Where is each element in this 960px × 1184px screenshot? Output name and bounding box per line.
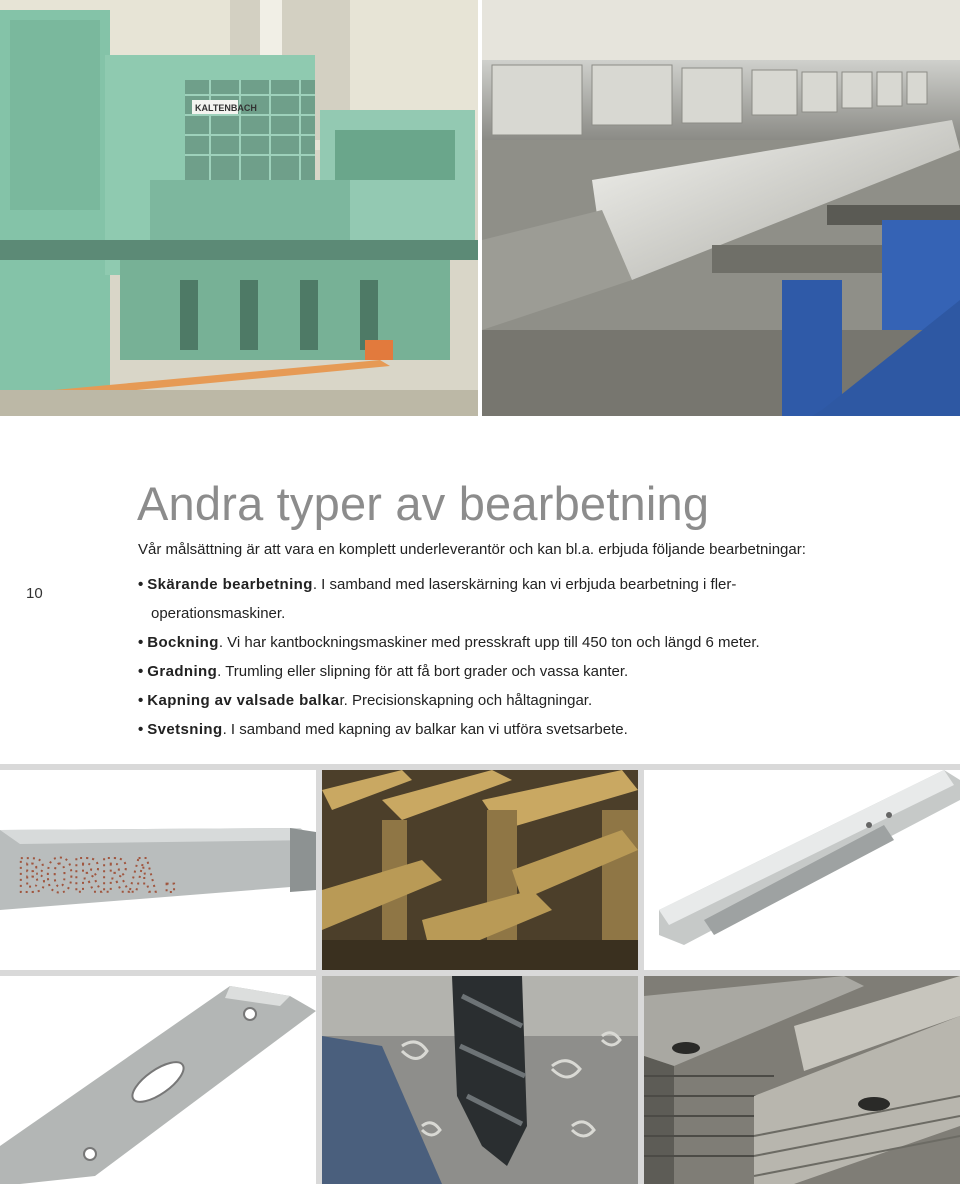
- list-item: • Bockning. Vi har kantbockningsmaskiner med presskraft upp till 450 ton och längd 6 meter.: [138, 634, 760, 651]
- bent-profile-photo: [644, 770, 960, 970]
- intro-text: Vår målsättning är att vara en komplett underleverantör och kan bl.a. erbjuda följande bearbetningar:: [138, 541, 806, 558]
- press-brake-photo: [482, 0, 960, 416]
- list-item: • Svetsning. I samband med kapning av balkar kan vi utföra svetsarbete.: [138, 721, 628, 738]
- machine-sign-text: KALTENBACH: [195, 103, 257, 113]
- stamped-borra-text: BORRA.: [18, 849, 185, 903]
- service-list: [138, 570, 938, 744]
- i-beams-photo: [322, 770, 638, 970]
- list-item: • Gradning. Trumling eller slipning för att få bort grader och vassa kanter.: [138, 663, 629, 680]
- list-item: • Skärande bearbetning. I samband med laserskärning kan vi erbjuda bearbetning i fler- operationsmaskiner.: [138, 576, 737, 622]
- stamped-channel-photo: [0, 770, 316, 970]
- slotted-bar-photo: [0, 976, 316, 1184]
- bullet-icon: •: [138, 692, 144, 709]
- bullet-icon: •: [138, 576, 144, 593]
- bullet-icon: •: [138, 634, 144, 651]
- bullet-icon: •: [138, 663, 144, 680]
- list-item: • Kapning av valsade balkar. Precisionskapning och håltagningar.: [138, 692, 593, 709]
- page-number: 10: [26, 585, 43, 602]
- bullet-icon: •: [138, 721, 144, 738]
- machine-photo: [0, 0, 478, 416]
- cut-plates-photo: [644, 976, 960, 1184]
- drill-bit-photo: [322, 976, 638, 1184]
- page-title: Andra typer av bearbetning: [137, 477, 710, 530]
